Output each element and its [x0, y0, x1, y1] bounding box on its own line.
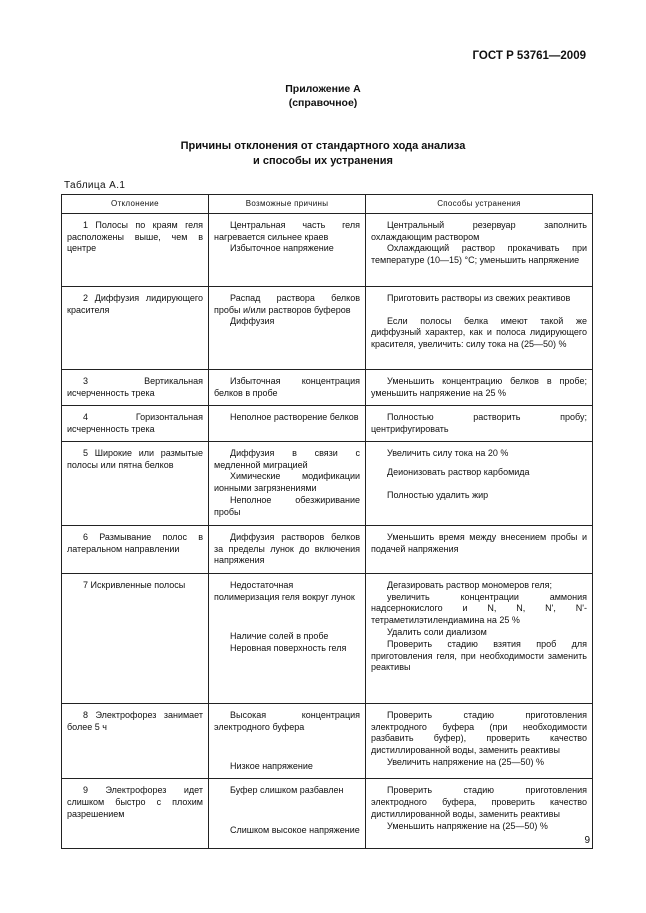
remedy-item: Центральный резервуар заполнить охлаждающим раствором: [371, 219, 587, 242]
remedy-item: Если полосы белка имеют такой же диффузный характер, как и полоса лидирующего красителя, увеличить: силу тока на (25—50) %: [371, 315, 587, 350]
remedy-item: Проверить стадию взятия проб для приготовления геля, при необходимости заменить реактивы: [371, 638, 587, 673]
table-row: [62, 525, 593, 573]
cause-item: Недостаточная полимеризация геля вокруг лунок: [214, 579, 355, 602]
appendix-subtitle: (справочное): [288, 97, 358, 109]
deviation-cell: 3 Вертикальная исчерченность трека: [67, 375, 203, 398]
remedy-item: Охлаждающий раствор прокачивать при температуре (10—15) °С; уменьшить напряжение: [371, 243, 587, 266]
causes-table: [61, 194, 593, 849]
page-title: Причины отклонения от стандартного хода анализа: [180, 140, 466, 152]
deviation-cell: 6 Размывание полос в латеральном направлении: [67, 531, 203, 554]
cause-item: Избыточная концентрация белков в пробе: [214, 375, 360, 398]
cause-item: Слишком высокое напряжение: [230, 824, 360, 835]
remedy-item: Уменьшить время между внесением пробы и подачей напряжения: [371, 531, 587, 554]
standard-number: ГОСТ Р 53761—2009: [472, 50, 586, 62]
page-title-line2: и способы их устранения: [253, 155, 393, 167]
table-row: [62, 441, 593, 525]
cause-item: Неполное обезжиривание пробы: [214, 494, 360, 517]
table-label: Таблица А.1: [64, 180, 126, 191]
remedy-item: Дегазировать раствор мономеров геля;: [387, 579, 552, 590]
cause-item: Распад раствора белков пробы и/или растворов буферов: [214, 292, 360, 315]
cause-item: Буфер слишком разбавлен: [230, 785, 344, 796]
appendix-title: Приложение А: [285, 83, 361, 95]
remedy-item: Удалить соли диализом: [387, 626, 487, 637]
cause-item: Химические модификации ионными загрязнениями: [214, 471, 360, 494]
deviation-cell: 5 Широкие или размытые полосы или пятна белков: [67, 447, 203, 470]
header-causes: Возможные причины: [209, 195, 366, 214]
table-row: [62, 703, 593, 778]
table-header-row: [62, 195, 593, 214]
header-remedies: Способы устранения: [366, 195, 593, 214]
remedy-item: Деионизовать раствор карбомида: [387, 466, 530, 477]
cause-item: Наличие солей в пробе: [230, 631, 329, 642]
remedy-item: Полностью удалить жир: [387, 490, 489, 501]
remedy-item: Приготовить растворы из свежих реактивов: [387, 292, 571, 303]
remedy-item: Уменьшить напряжение на (25—50) %: [387, 820, 548, 831]
deviation-cell: 4 Горизонтальная исчерченность трека: [67, 411, 203, 434]
table-row: [62, 779, 593, 849]
deviation-cell: 7 Искривленные полосы: [83, 579, 186, 590]
cause-item: Низкое напряжение: [230, 761, 313, 772]
cause-item: Высокая концентрация электродного буфера: [214, 709, 360, 732]
table-row: [62, 369, 593, 405]
cause-item: Диффузия: [230, 316, 275, 327]
header-deviation: Отклонение: [62, 195, 209, 214]
remedy-item: Полностью растворить пробу; центрифугировать: [371, 411, 587, 434]
remedy-item: Увеличить силу тока на 20 %: [387, 447, 509, 458]
cause-item: Центральная часть геля нагревается сильнее краев: [214, 219, 360, 242]
cause-item: Неровная поверхность геля: [230, 643, 347, 654]
remedy-item: Проверить стадию приготовления электродного буфера, проверить качество дистиллированной воды, заменить реактивы: [371, 785, 587, 819]
deviation-cell: 8 Электрофорез занимает более 5 ч: [67, 709, 203, 732]
remedy-item: Уменьшить концентрацию белков в пробе; уменьшить напряжение на 25 %: [371, 375, 587, 398]
page-number: 9: [584, 835, 590, 846]
remedy-item: Увеличить напряжение на (25—50) %: [387, 756, 545, 767]
table-row: [62, 286, 593, 369]
remedy-item: Проверить стадию приготовления электродного буфера (при необходимости разбавить буфер), проверить качество дистиллированной воды, заменить реактивы: [371, 709, 587, 756]
cause-item: Диффузия в связи с медленной миграцией: [214, 447, 360, 470]
cause-item: Избыточное напряжение: [230, 243, 334, 254]
cause-item: Неполное растворение белков: [230, 411, 359, 422]
table-row: [62, 573, 593, 703]
table-row: [62, 405, 593, 441]
table-row: [62, 213, 593, 286]
deviation-cell: 9 Электрофорез идет слишком быстро с плохим разрешением: [67, 785, 203, 819]
remedy-item: увеличить концентрации аммония надсернокислого и N, N, N', N'-тетраметилэтилендиамина на 25 %: [371, 591, 587, 626]
deviation-cell: 2 Диффузия лидирующего красителя: [67, 292, 203, 315]
deviation-cell: 1 Полосы по краям геля расположены выше, чем в центре: [67, 219, 203, 254]
cause-item: Диффузия растворов белков за пределы лунок до включения напряжения: [214, 531, 360, 566]
